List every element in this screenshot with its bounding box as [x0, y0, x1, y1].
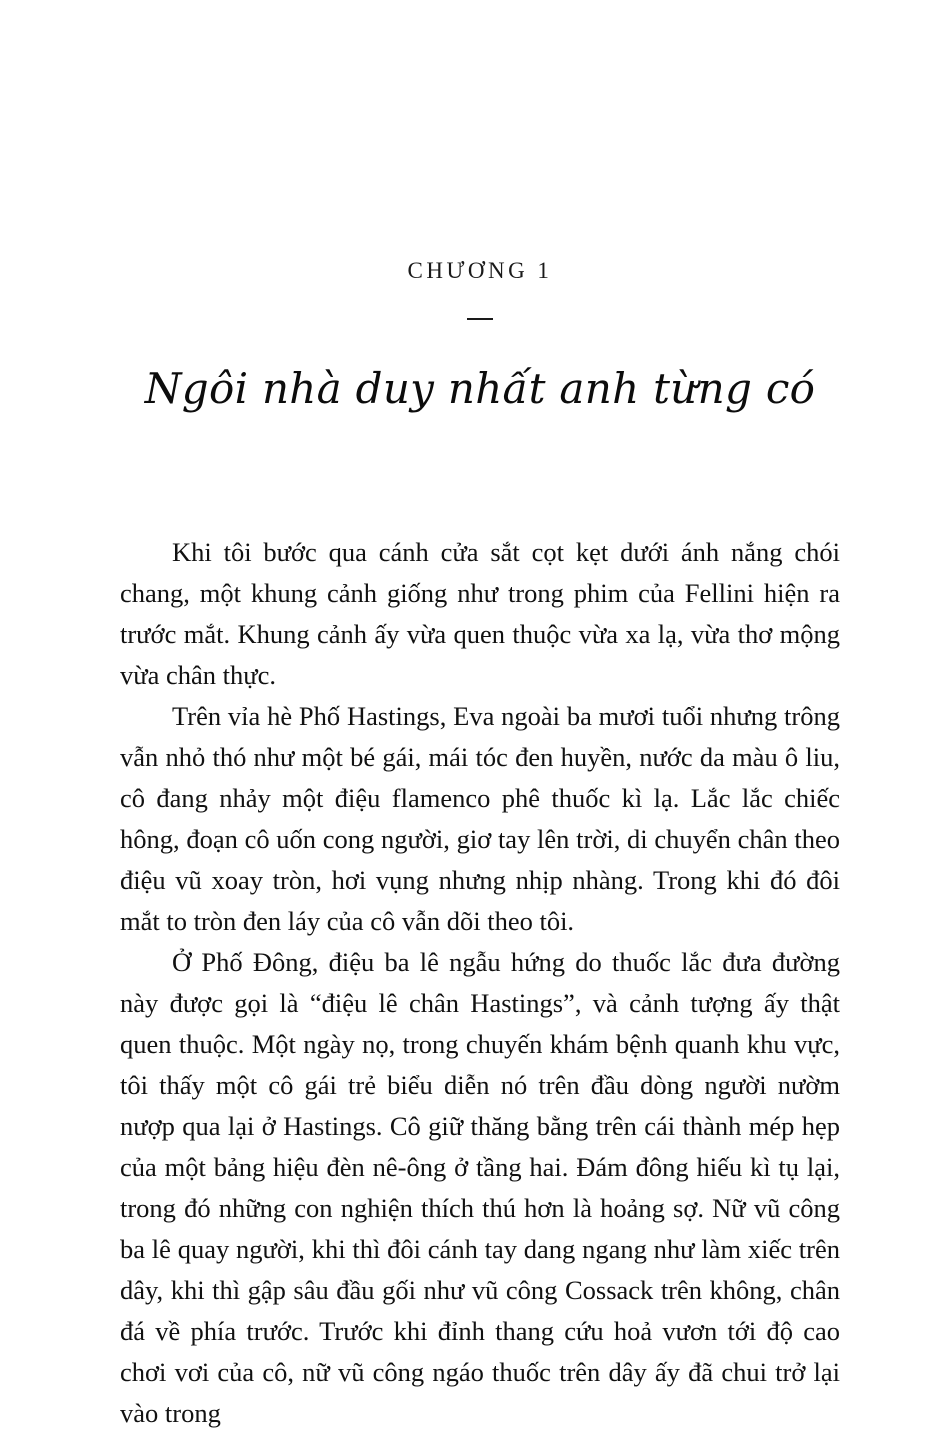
paragraph: Khi tôi bước qua cánh cửa sắt cọt kẹt dưới ánh nắng chói chang, một khung cảnh giống như trong phim của Fellini hiện ra trước mắt. Khung cảnh ấy vừa quen thuộc vừa xa lạ, vừa thơ mộng vừa chân thực.	[120, 537, 840, 691]
chapter-title: Ngôi nhà duy nhất anh từng có	[144, 364, 816, 413]
paragraph: Ở Phố Đông, điệu ba lê ngẫu hứng do thuốc lắc đưa đường này được gọi là “điệu lê chân Hastings”, và cảnh tượng ấy thật quen thuộc. Một ngày nọ, trong chuyến khám bệnh quanh khu vực, tôi thấy một cô gái trẻ biểu diễn nó trên đầu dòng người nườm nượp qua lại ở Hastings. Cô giữ thăng bằng trên cái thành mép hẹp của một bảng hiệu đèn nê-ông ở tầng hai. Đám đông hiếu kì tụ lại, trong đó những con nghiện thích thú hơn là hoảng sợ. Nữ vũ công ba lê quay người, khi thì đôi cánh tay dang ngang như làm xiếc trên dây, khi thì gập sâu đầu gối như vũ công Cossack trên không, chân đá về phía trước. Trước khi đỉnh thang cứu hoả vươn tới độ cao chơi vơi của cô, nữ vũ công ngáo thuốc trên dây ấy đã chui trở lại vào trong	[120, 947, 840, 1429]
paragraph: Trên vỉa hè Phố Hastings, Eva ngoài ba mươi tuổi nhưng trông vẫn nhỏ thó như một bé gái, mái tóc đen huyền, nước da màu ô liu, cô đang nhảy một điệu flamenco phê thuốc kì lạ. Lắc lắc chiếc hông, đoạn cô uốn cong người, giơ tay lên trời, di chuyển chân theo điệu vũ xoay tròn, hơi vụng nhưng nhịp nhàng. Trong khi đó đôi mắt to tròn đen láy của cô vẫn dõi theo tôi.	[120, 701, 840, 937]
body-text	[120, 532, 840, 1434]
divider-dash-icon	[467, 318, 493, 320]
chapter-label: CHƯƠNG 1	[407, 258, 553, 283]
chapter-divider	[120, 306, 840, 328]
page-content	[120, 0, 840, 1434]
